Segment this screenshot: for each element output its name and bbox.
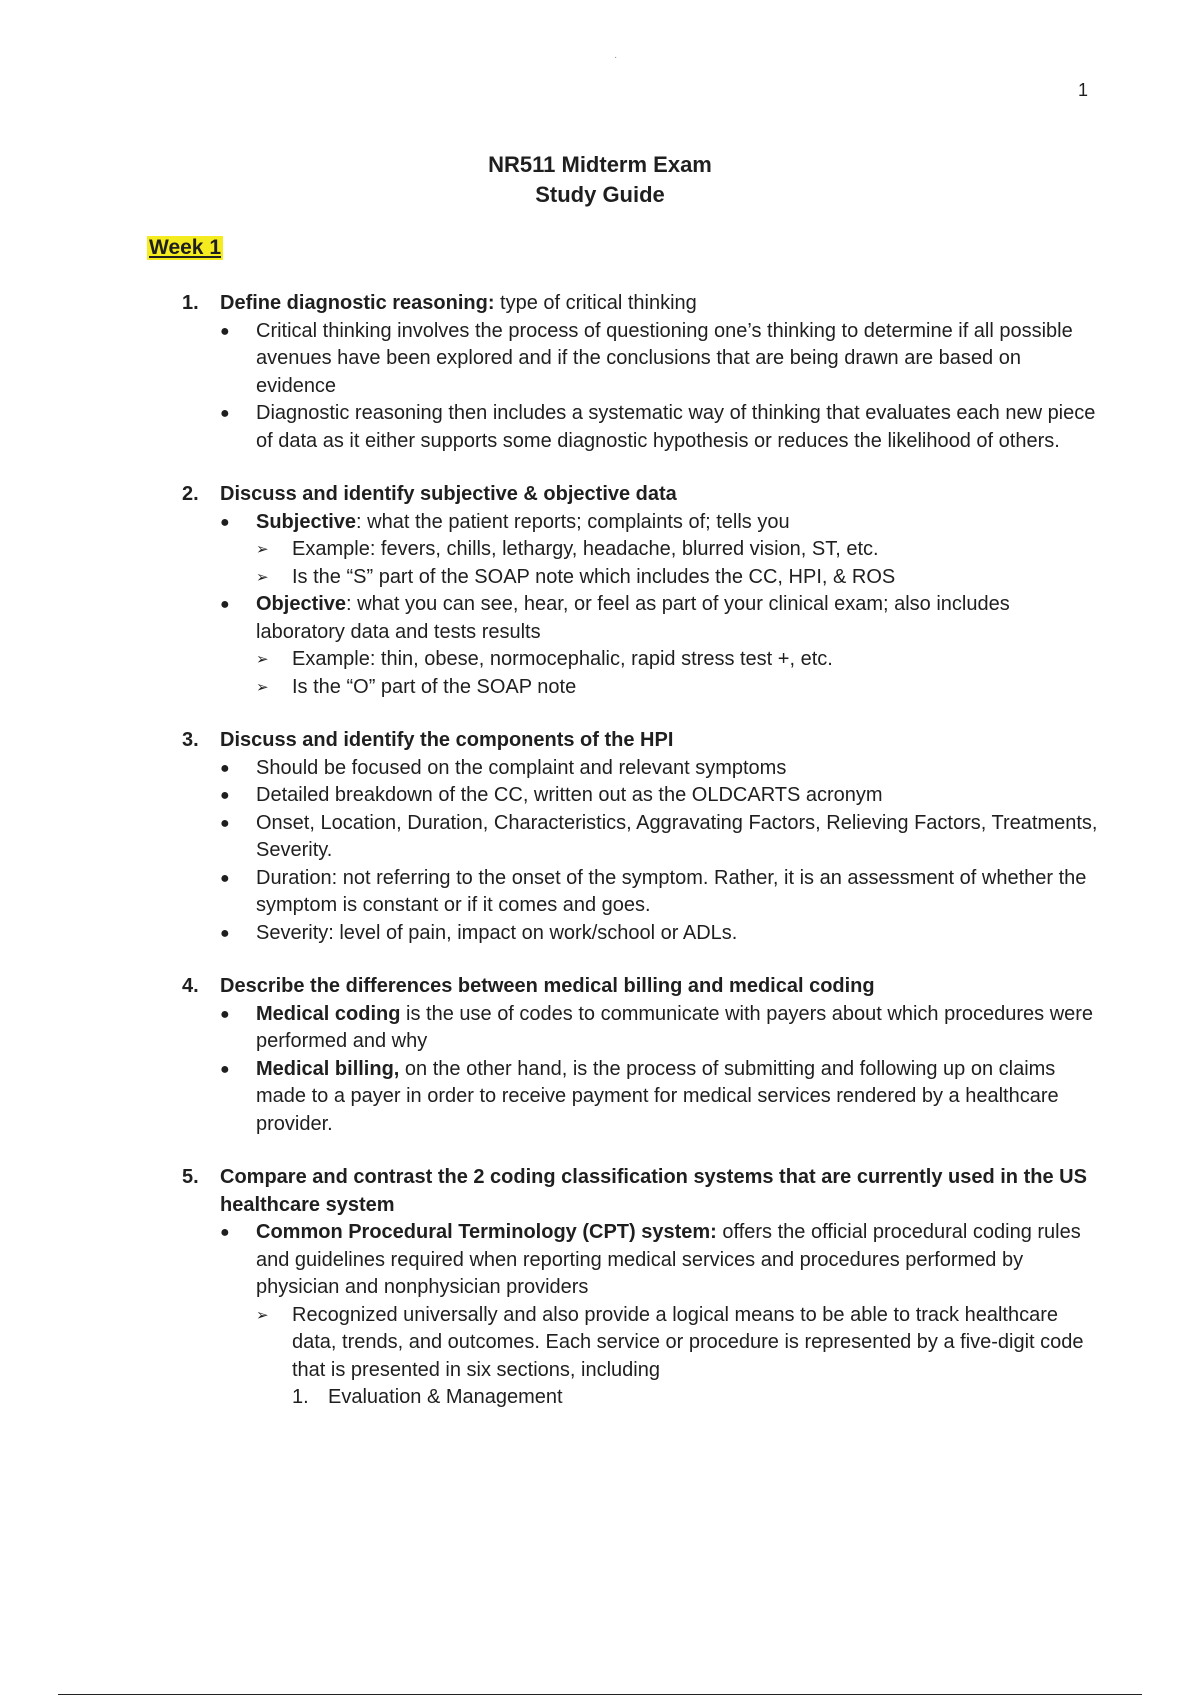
- list-item: [220, 755, 1102, 783]
- bullet-icon: ●: [220, 405, 230, 422]
- list-item-text: Diagnostic reasoning then includes a systematic way of thinking that evaluates each new piece of data as it either supports some diagnostic hypothesis or reduces the likelihood of others.: [256, 402, 1096, 452]
- list-item-text: Severity: level of pain, impact on work/school or ADLs.: [256, 921, 738, 944]
- question-4: [182, 973, 1102, 1138]
- question-number: 5.: [182, 1166, 199, 1188]
- numbered-item: [292, 1384, 1102, 1412]
- list-item: [220, 1056, 1102, 1139]
- list-item-text: offers the official procedural coding rules and guidelines required when reporting medical services and procedures performed by physician and nonphysician providers: [256, 1221, 1081, 1298]
- list-item: [220, 318, 1102, 401]
- bullet-icon: ●: [220, 924, 230, 942]
- list-item: [220, 591, 1102, 701]
- title-line-1: NR511 Midterm Exam: [488, 152, 712, 177]
- week-heading: Week 1: [149, 236, 221, 259]
- numbered-item-text: Evaluation & Management: [328, 1386, 563, 1408]
- list-item: [220, 782, 1102, 810]
- list-item-text: on the other hand, is the process of submitting and following up on claims made to a payer in order to receive payment for medical services rendered by a healthcare provider.: [256, 1057, 1059, 1135]
- list-item-text: : what you can see, hear, or feel as part of your clinical exam; also includes laboratory data and tests results: [256, 593, 1010, 643]
- question-number: 2.: [182, 483, 199, 505]
- sub-list-item: [256, 674, 1102, 702]
- question-title: Define diagnostic reasoning:: [220, 292, 495, 314]
- list-item-text: Detailed breakdown of the CC, written out as the OLDCARTS acronym: [256, 784, 883, 806]
- question-title: Compare and contrast the 2 coding classification systems that are currently used in the US healthcare system: [220, 1166, 1087, 1216]
- question-number: 3.: [182, 729, 199, 751]
- title-line-2: Study Guide: [535, 182, 665, 207]
- bullet-icon: ●: [220, 596, 230, 613]
- sub-list-item: [256, 1302, 1102, 1412]
- sub-list-item: [256, 536, 1102, 564]
- sub-list-item-text: Is the “S” part of the SOAP note which includes the CC, HPI, & ROS: [292, 565, 896, 588]
- question-number: 1.: [182, 292, 199, 314]
- bullet-icon: ●: [220, 513, 230, 531]
- study-guide-content: [182, 290, 1102, 1438]
- bullet-icon: ●: [220, 759, 230, 777]
- sub-list-item: [256, 646, 1102, 674]
- header-mark: ·: [614, 52, 618, 63]
- question-1: [182, 290, 1102, 455]
- list-item-text: Onset, Location, Duration, Characteristics, Aggravating Factors, Relieving Factors, Treatments, Severity.: [256, 811, 1098, 861]
- list-item: [220, 810, 1102, 865]
- arrow-bullet-icon: ➢: [256, 568, 269, 586]
- list-item-text: Duration: not referring to the onset of the symptom. Rather, it is an assessment of whether the symptom is constant or if it comes and goes.: [256, 866, 1087, 916]
- list-item: [220, 509, 1102, 592]
- document-title: [0, 150, 1200, 210]
- list-item: [220, 920, 1102, 948]
- bullet-icon: ●: [220, 814, 230, 832]
- sub-list-item: [256, 564, 1102, 592]
- list-item: [220, 1001, 1102, 1056]
- term-medical-coding: Medical coding: [256, 1002, 401, 1025]
- question-5: [182, 1164, 1102, 1412]
- term-subjective: Subjective: [256, 510, 357, 533]
- arrow-bullet-icon: ➢: [256, 651, 269, 668]
- list-item: [220, 865, 1102, 920]
- footer-divider: [58, 1694, 1142, 1695]
- question-3: [182, 727, 1102, 947]
- bullet-icon: ●: [220, 1224, 230, 1241]
- question-2: [182, 481, 1102, 701]
- bullet-icon: ●: [220, 787, 230, 804]
- numbered-item-number: 1.: [292, 1386, 309, 1408]
- sub-list-item-text: Example: fevers, chills, lethargy, headache, blurred vision, ST, etc.: [292, 538, 879, 560]
- sub-list-item-text: Example: thin, obese, normocephalic, rapid stress test +, etc.: [292, 648, 833, 670]
- question-title: Discuss and identify the components of the HPI: [220, 729, 674, 751]
- term-cpt: Common Procedural Terminology (CPT) system:: [256, 1221, 717, 1243]
- question-title: Discuss and identify subjective & objective data: [220, 483, 677, 505]
- list-item: [220, 1219, 1102, 1412]
- list-item: [220, 400, 1102, 455]
- page-number: 1: [1077, 80, 1088, 100]
- term-objective: Objective: [256, 593, 347, 615]
- term-medical-billing: Medical billing,: [256, 1057, 400, 1080]
- list-item-text: : what the patient reports; complaints of; tells you: [356, 510, 790, 533]
- sub-list-item-text: Recognized universally and also provide a logical means to be able to track healthcare data, trends, and outcomes. Each service or procedure is represented by a five-digit code that is presented in six sections, including: [292, 1303, 1084, 1381]
- arrow-bullet-icon: ➢: [256, 541, 269, 558]
- list-item-text: Critical thinking involves the process of questioning one’s thinking to determine if all possible avenues have been explored and if the conclusions that are being drawn are based on evidence: [256, 319, 1073, 397]
- list-item-text: is the use of codes to communicate with payers about which procedures were performed and why: [256, 1002, 1094, 1052]
- bullet-icon: ●: [220, 322, 230, 340]
- arrow-bullet-icon: ➢: [256, 1306, 269, 1324]
- question-title-rest: type of critical thinking: [494, 292, 697, 314]
- sub-list-item-text: Is the “O” part of the SOAP note: [292, 675, 577, 698]
- arrow-bullet-icon: ➢: [256, 678, 269, 696]
- question-title: Describe the differences between medical billing and medical coding: [220, 975, 875, 997]
- bullet-icon: ●: [220, 1005, 230, 1023]
- bullet-icon: ●: [220, 1060, 230, 1078]
- list-item-text: Should be focused on the complaint and relevant symptoms: [256, 756, 787, 779]
- question-number: 4.: [182, 975, 199, 997]
- bullet-icon: ●: [220, 869, 230, 887]
